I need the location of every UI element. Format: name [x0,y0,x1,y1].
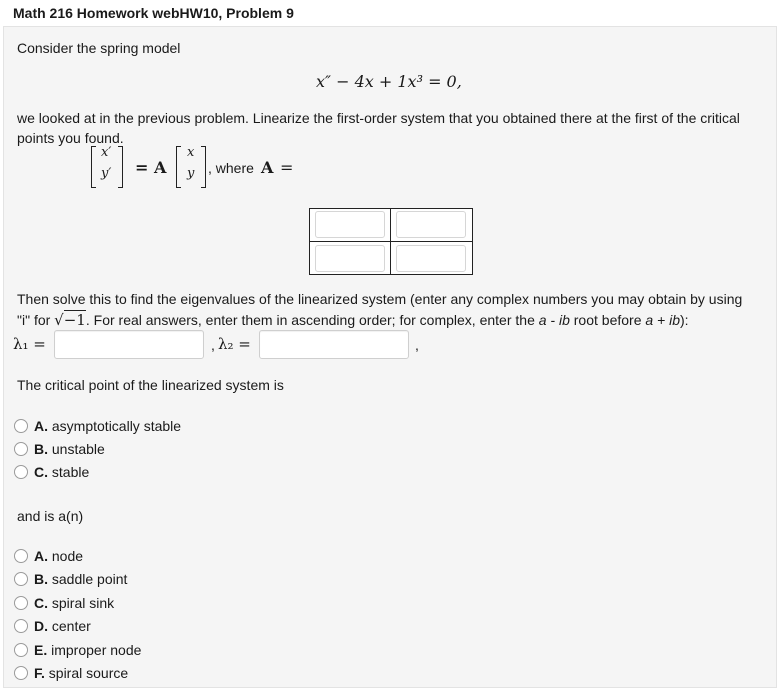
radio-button[interactable] [14,596,28,610]
where-text: , where [208,160,254,176]
option-letter: F. [34,665,45,681]
rhs-top: x [187,145,195,160]
lambda-trailing-comma: , [415,337,419,353]
stability-question: The critical point of the linearized system is [17,377,284,393]
page-title: Math 216 Homework webHW10, Problem 9 [0,0,780,26]
matrix-a21-input[interactable] [315,245,385,272]
option-letter: B. [34,571,48,587]
type-option-f[interactable] [14,663,128,683]
lambda1-input[interactable] [54,330,204,359]
radio-button[interactable] [14,643,28,657]
type-option-b[interactable] [14,569,127,589]
equals-A: = A [135,158,167,177]
right-bracket-2 [201,146,206,188]
radio-button[interactable] [14,549,28,563]
eigen-order-text: . For real answers, enter them in ascending order; for complex, enter the [85,312,535,328]
eigen-text-line1: Then solve this to find the eigenvalues of the linearized system (enter any complex numbers you may obtain by using [17,291,743,307]
lambda2-input[interactable] [259,330,409,359]
A-equals: = [280,158,294,177]
sqrt-symbol: √−1 [54,311,86,329]
option-text: improper node [51,642,142,658]
type-option-d[interactable] [14,616,91,636]
eigen-text-line2 [17,310,689,330]
A-label: A [261,158,274,177]
option-text: asymptotically stable [51,418,182,434]
radio-button[interactable] [14,442,28,456]
problem-panel [3,26,777,688]
lhs-bottom: y′ [101,166,112,181]
eigen-close: ): [680,312,689,328]
lambda1-label: λ₁ = [13,335,46,353]
option-letter: E. [34,642,48,658]
option-text: saddle point [51,571,128,587]
equation: x″ − 4x + 1x³ = 0, [316,72,462,91]
option-text: center [51,618,91,634]
matrix-A-table [309,208,473,275]
matrix-a11-input[interactable] [315,211,385,238]
right-bracket [118,146,123,188]
left-bracket [91,146,96,188]
radio-button[interactable] [14,465,28,479]
type-option-c[interactable] [14,593,114,613]
matrix-a12-input[interactable] [396,211,466,238]
option-text: spiral sink [51,595,115,611]
type-option-e[interactable] [14,640,141,660]
eigen-a-minus-ib: a - ib [538,312,570,328]
option-text: stable [51,464,90,480]
stability-option-b[interactable] [14,439,105,459]
option-text: spiral source [48,665,129,681]
intro-text: Consider the spring model [17,40,181,56]
eigen-root-before: root before [573,312,642,328]
matrix-divider-horizontal [310,241,472,242]
option-letter: A. [34,548,48,564]
radio-button[interactable] [14,419,28,433]
type-option-a[interactable] [14,546,83,566]
option-text: node [51,548,84,564]
stability-option-a[interactable] [14,416,181,436]
stability-option-c[interactable] [14,462,89,482]
option-letter: B. [34,441,48,457]
linearize-text-line2: points you found. [17,130,124,146]
eigen-i-text: "i" for [17,312,51,328]
lhs-top: x′ [101,145,112,160]
lambda-separator: , [211,337,215,353]
eigen-a-plus-ib: a + ib [645,312,681,328]
option-letter: D. [34,618,48,634]
linearize-text-line1: we looked at in the previous problem. Linearize the first-order system that you obtained there at the first of the critical [17,110,740,126]
radio-button[interactable] [14,619,28,633]
lambda2-label: λ₂ = [218,335,251,353]
option-letter: A. [34,418,48,434]
rhs-bottom: y [187,166,195,181]
option-letter: C. [34,464,48,480]
option-letter: C. [34,595,48,611]
radio-button[interactable] [14,572,28,586]
option-text: unstable [51,441,105,457]
matrix-a22-input[interactable] [396,245,466,272]
sqrt-arg: −1 [63,311,86,329]
radio-button[interactable] [14,666,28,680]
left-bracket-2 [176,146,181,188]
type-question: and is a(n) [17,508,84,524]
